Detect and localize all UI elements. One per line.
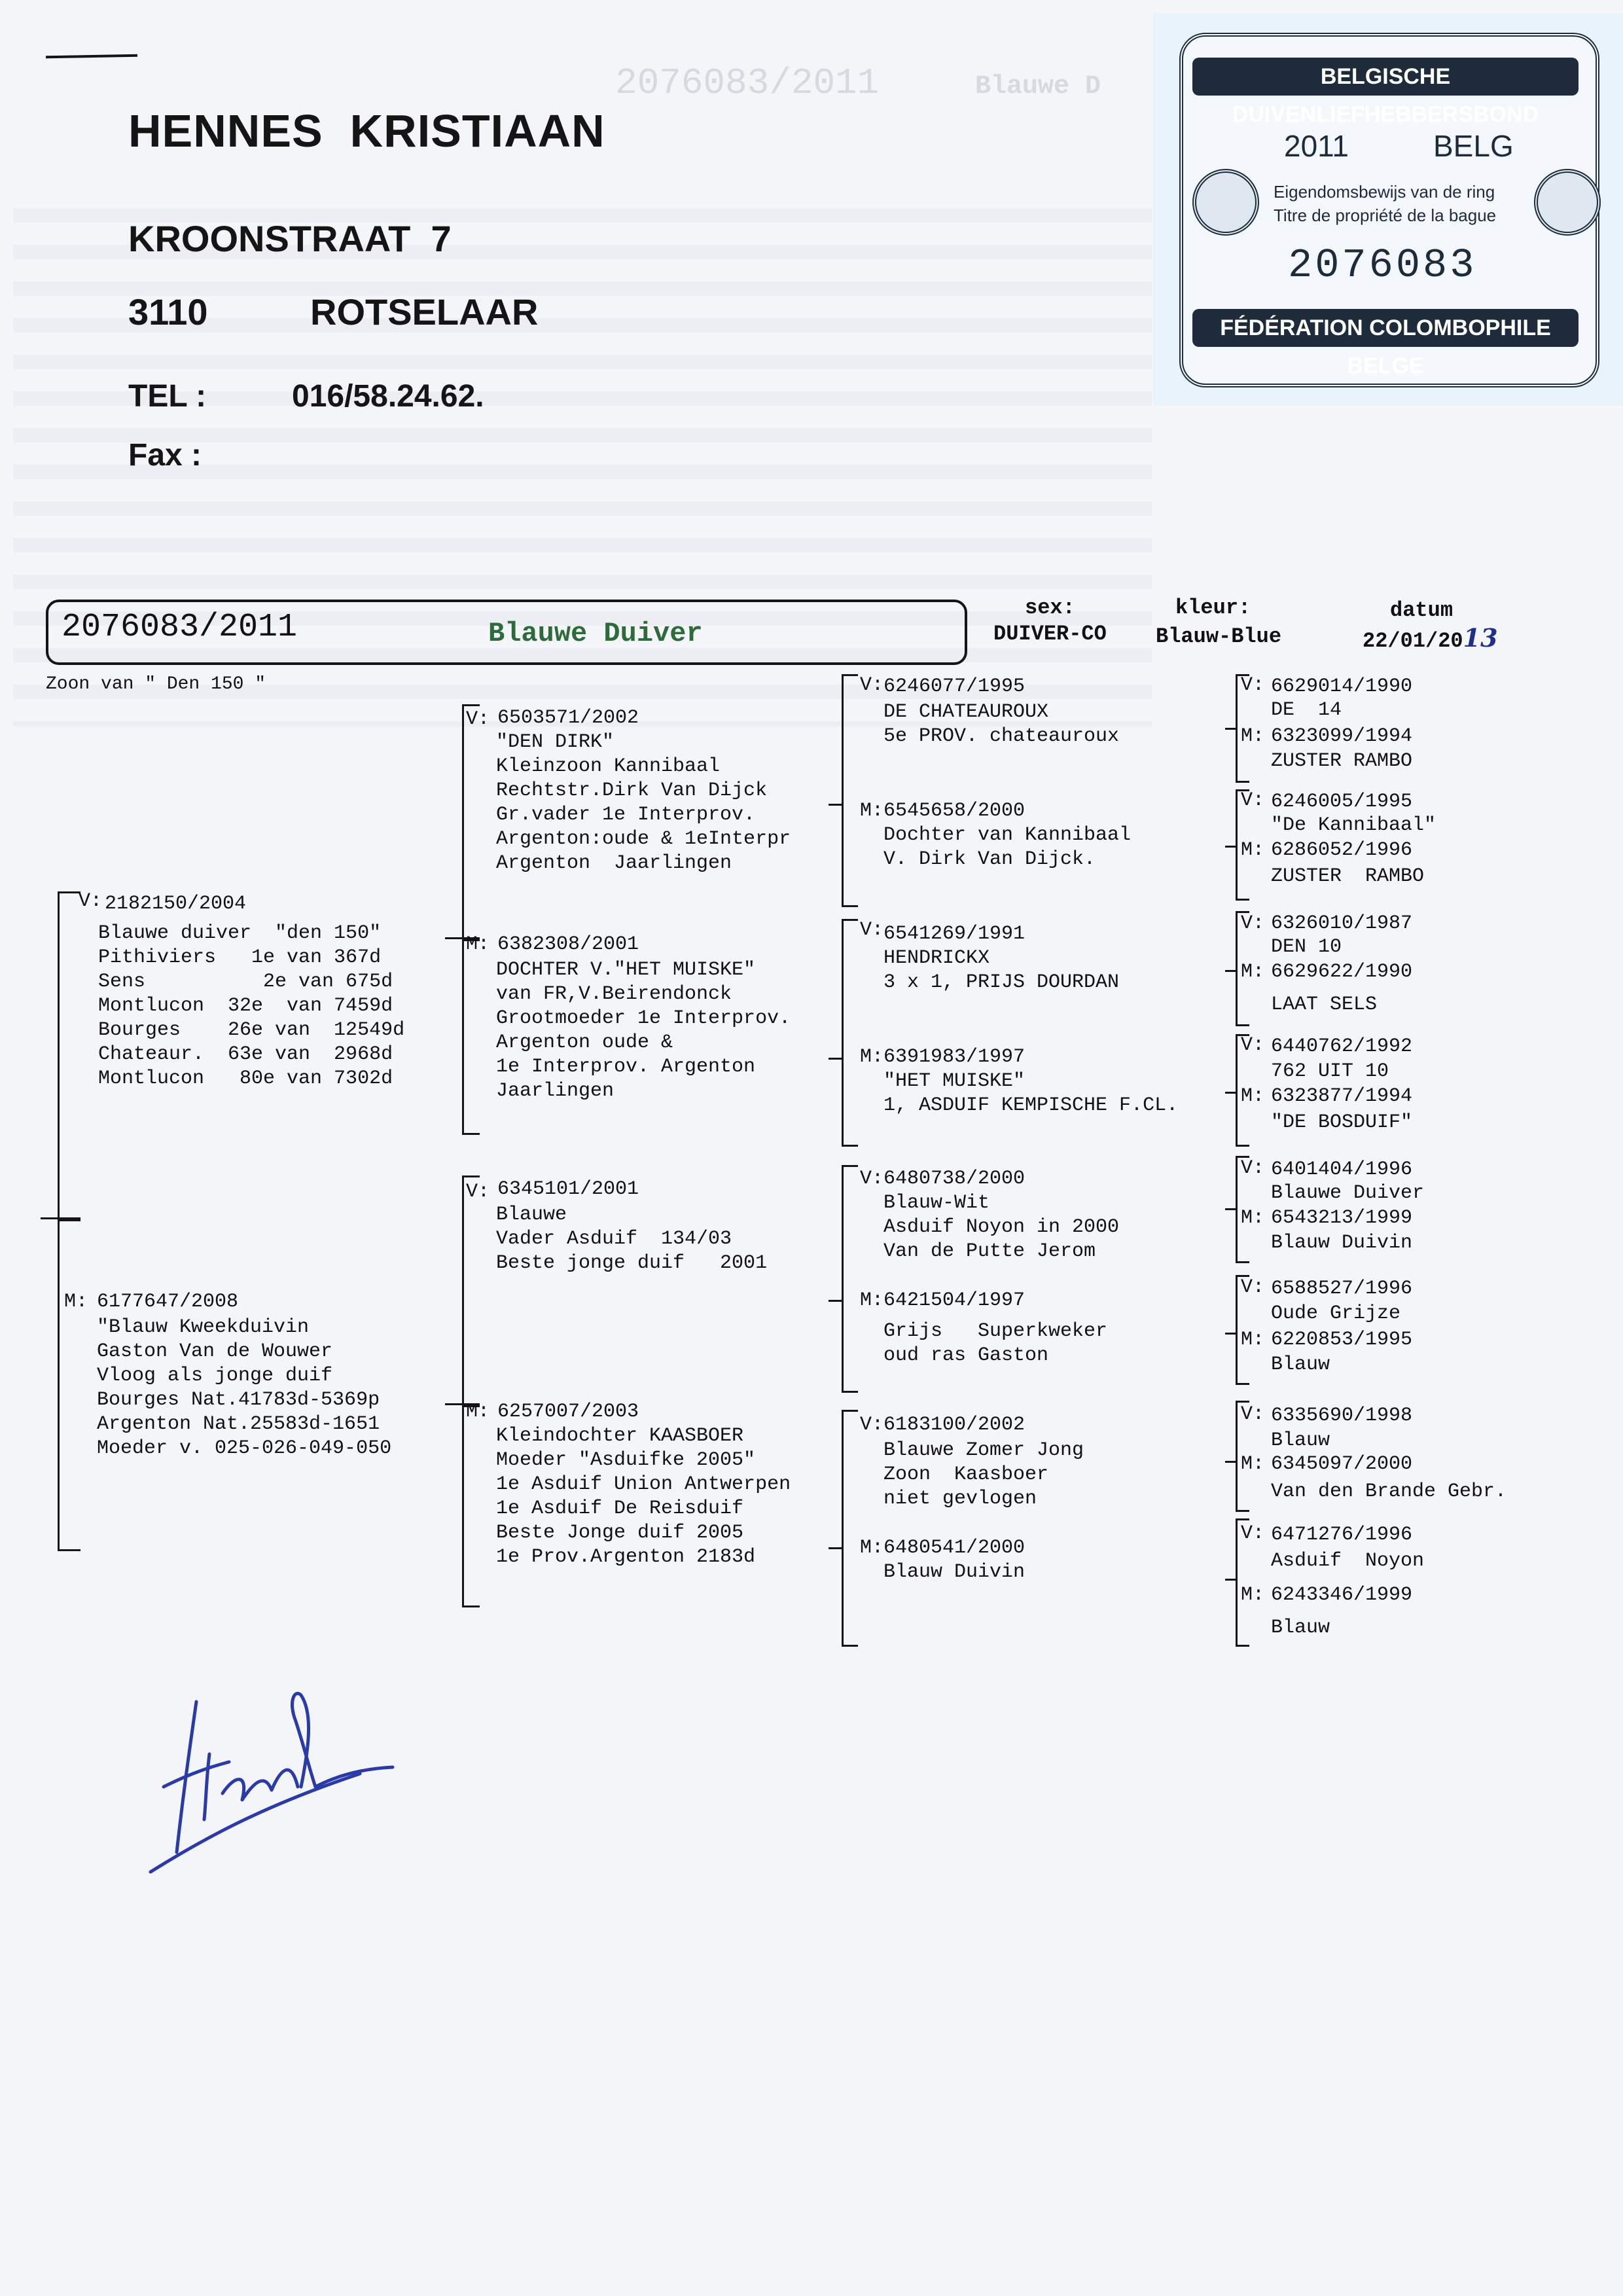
mother-label: M: [64,1291,88,1313]
fm-details: DOCHTER V."HET MUISKE" van FR,V.Beirendonck Grootmoeder 1e Interprov. Argenton oude & 1e Interprov. Argenton Jaarlingen [496,959,791,1102]
g3-v-ring: 6326010/1987 [1271,912,1413,935]
mm-details: Kleindochter KAASBOER Moeder "Asduifke 2005" 1e Asduif Union Antwerpen 1e Asduif De Reisduif Beste Jonge duif 2005 1e Prov.Argenton 2183d [496,1425,791,1568]
bracket-mm [462,1403,480,1607]
g5-v-name: Blauwe Duiver [1271,1182,1425,1204]
tick-father [445,937,463,939]
fm-ring: 6382308/2001 [497,933,639,956]
bird-ring: 2076083/2011 [62,609,298,646]
g5-m-name: Blauw Duivin [1271,1232,1413,1254]
date-value [1363,623,1498,653]
father-ring: 2182150/2004 [105,893,247,915]
ring-card-bottom-ribbon: FÉDÉRATION COLOMBOPHILE BELGE [1192,309,1578,347]
pen-mark [46,54,137,58]
g8-m-name: Blauw [1271,1617,1330,1639]
date-main: 22/01/20 [1363,629,1463,653]
mf-ring: 6345101/2001 [497,1178,639,1200]
mff-ring: 6480738/2000 [883,1168,1026,1190]
g5-v-label: V: [1241,1157,1265,1179]
g7-v-label: V: [1241,1403,1265,1426]
owner-signature [144,1676,419,1885]
bracket-mother [58,1217,80,1551]
mfm-ring: 6421504/1997 [883,1289,1026,1312]
g7-m-ring: 6345097/2000 [1271,1453,1413,1475]
ff-details: "DEN DIRK" Kleinzoon Kannibaal Rechtstr.Dirk Van Dijck Gr.vader 1e Interprov. Argenton:oude & 1eInterpr Argenton Jaarlingen [496,731,791,874]
mmm-label: M: [860,1537,884,1559]
bracket-ff [462,704,480,941]
bird-name: Blauwe Duiver [488,618,703,649]
g8-v-label: V: [1241,1522,1265,1545]
tick-g3-3 [829,1300,843,1302]
ring-card-country: BELG [1433,129,1514,163]
tick-g4-8 [1225,1579,1237,1581]
g8-m-ring: 6243346/1999 [1271,1584,1413,1606]
ff-label: V: [466,708,490,730]
ring-card-year: 2011 [1284,129,1349,163]
ffm-details: Dochter van Kannibaal V. Dirk Van Dijck. [883,824,1132,870]
mmf-label: V: [860,1414,884,1436]
g8-v-name: Asduif Noyon [1271,1550,1425,1572]
g2-v-label: V: [1241,789,1265,812]
g6-v-ring: 6588527/1996 [1271,1278,1413,1300]
crown-medallion-icon [1534,169,1601,236]
g1-v-name: DE 14 [1271,699,1342,721]
tel-value: 016/58.24.62. [292,379,484,414]
tick-g3-1 [829,804,843,806]
g3-v-label: V: [1241,912,1265,935]
ring-card-top-ribbon: BELGISCHE DUIVENLIEFHEBBERSBOND [1192,58,1578,96]
fmm-ring: 6391983/1997 [883,1046,1026,1068]
tick-g4-2 [1225,846,1237,848]
bracket-g3-4 [842,1410,858,1647]
g7-v-ring: 6335690/1998 [1271,1405,1413,1427]
mmf-details: Blauwe Zomer Jong Zoon Kaasboer niet gevlogen [883,1439,1084,1510]
fm-label: M: [466,933,490,956]
g2-m-name: ZUSTER RAMBO [1271,865,1425,888]
g2-v-ring: 6246005/1995 [1271,791,1413,813]
medallion-left-icon [1192,169,1259,236]
sex-value: DUIVER-CO [993,622,1107,646]
bird-subtitle: Zoon van " Den 150 " [46,674,266,694]
fmf-details: HENDRICKX 3 x 1, PRIJS DOURDAN [883,947,1120,994]
g3-m-ring: 6629622/1990 [1271,961,1413,983]
tick-g4-7 [1225,1461,1237,1463]
tick-mother [445,1403,463,1405]
mff-details: Blauw-Wit Asduif Noyon in 2000 Van de Putte Jerom [883,1192,1120,1263]
ffm-ring: 6545658/2000 [883,800,1026,822]
date-handwritten-year: 13 [1463,623,1498,653]
g6-m-name: Blauw [1271,1354,1330,1376]
tick-g4-1 [1225,728,1237,730]
mm-ring: 6257007/2003 [497,1401,639,1423]
bracket-g3-1 [842,674,858,907]
mfm-details: Grijs Superkweker oud ras Gaston [883,1320,1108,1367]
tick-g4-5 [1225,1208,1237,1210]
owner-name: HENNES KRISTIAAN [128,105,605,156]
g4-m-label: M: [1241,1085,1265,1107]
mmm-details: Blauw Duivin [883,1561,1026,1583]
owner-postcode: 3110 [128,291,208,332]
ghost-name: Blauwe D [975,72,1101,101]
mmm-ring: 6480541/2000 [883,1537,1026,1559]
ring-card-number: 2076083 [1288,242,1477,289]
g4-v-ring: 6440762/1992 [1271,1035,1413,1058]
tick-g4-4 [1225,1092,1237,1094]
g6-v-name: Oude Grijze [1271,1302,1401,1325]
ring-ownership-card [1153,13,1623,406]
g3-m-label: M: [1241,961,1265,983]
tel-label: TEL : [128,379,207,414]
mm-label: M: [466,1401,490,1423]
tick-g3-4 [829,1547,843,1549]
ff-ring: 6503571/2002 [497,707,639,729]
father-label: V: [79,890,103,912]
mff-label: V: [860,1168,884,1190]
fmm-label: M: [860,1046,884,1068]
g3-m-name: LAAT SELS [1271,994,1378,1016]
owner-street: KROONSTRAAT 7 [128,218,452,259]
g8-m-label: M: [1241,1584,1265,1606]
ffm-label: M: [860,800,884,822]
mmf-ring: 6183100/2002 [883,1414,1026,1436]
fff-label: V: [860,674,884,696]
g4-v-name: 762 UIT 10 [1271,1060,1389,1083]
mfm-label: M: [860,1289,884,1312]
fff-ring: 6246077/1995 [883,675,1026,698]
color-value: Blauw-Blue [1156,624,1282,649]
bracket-father [58,891,80,1221]
g2-m-label: M: [1241,839,1265,861]
g1-m-name: ZUSTER RAMBO [1271,750,1413,772]
mf-details: Blauwe Vader Asduif 134/03 Beste jonge duif 2001 [496,1204,768,1274]
color-label: kleur: [1175,596,1251,620]
bracket-g3-2 [842,919,858,1147]
g6-v-label: V: [1241,1276,1265,1299]
ring-card-line2: Titre de propriété de la bague [1274,206,1497,225]
g7-m-label: M: [1241,1453,1265,1475]
g4-m-name: "DE BOSDUIF" [1271,1111,1413,1134]
father-details: Blauwe duiver "den 150" Pithiviers 1e van 367d Sens 2e van 675d Montlucon 32e van 7459d Bourges 26e van 12549d Chateaur. 63e van 2968d Montlucon 80e van 7302d [98,922,405,1090]
mother-ring: 6177647/2008 [97,1291,239,1313]
ring-card-line1: Eigendomsbewijs van de ring [1274,182,1495,202]
tick-g4-3 [1225,970,1237,972]
g7-m-name: Van den Brande Gebr. [1271,1480,1507,1503]
g6-m-ring: 6220853/1995 [1271,1329,1413,1351]
fmf-ring: 6541269/1991 [883,923,1026,945]
fax-label: Fax : [128,438,202,473]
g1-v-ring: 6629014/1990 [1271,675,1413,698]
bracket-mf [462,1175,480,1407]
g4-m-ring: 6323877/1994 [1271,1085,1413,1107]
g5-v-ring: 6401404/1996 [1271,1158,1413,1181]
tick-g4-6 [1225,1333,1237,1335]
owner-city: ROTSELAAR [310,291,539,332]
bracket-fm [462,937,480,1135]
g3-v-name: DEN 10 [1271,936,1342,958]
bracket-g3-3 [842,1165,858,1393]
g6-m-label: M: [1241,1329,1265,1351]
g1-v-label: V: [1241,674,1265,696]
tick-root [41,1217,59,1219]
mother-details: "Blauw Kweekduivin Gaston Van de Wouwer Vloog als jonge duif Bourges Nat.41783d-5369p Argenton Nat.25583d-1651 Moeder v. 025-026-049-050 [97,1316,392,1460]
mf-label: V: [466,1181,490,1203]
g1-m-label: M: [1241,725,1265,747]
g2-m-ring: 6286052/1996 [1271,839,1413,861]
sex-label: sex: [1025,596,1075,620]
date-label: datum [1390,598,1454,622]
g4-v-label: V: [1241,1034,1265,1056]
fff-details: DE CHATEAUROUX 5e PROV. chateauroux [883,701,1120,747]
g8-v-ring: 6471276/1996 [1271,1524,1413,1546]
g5-m-ring: 6543213/1999 [1271,1207,1413,1229]
fmf-label: V: [860,919,884,941]
g1-m-ring: 6323099/1994 [1271,725,1413,747]
g2-v-name: "De Kannibaal" [1271,814,1436,836]
g7-v-name: Blauw [1271,1429,1330,1452]
fmm-details: "HET MUISKE" 1, ASDUIF KEMPISCHE F.CL. [883,1070,1179,1117]
tick-g3-2 [829,1058,843,1060]
ghost-ring: 2076083/2011 [615,62,880,104]
g5-m-label: M: [1241,1207,1265,1229]
